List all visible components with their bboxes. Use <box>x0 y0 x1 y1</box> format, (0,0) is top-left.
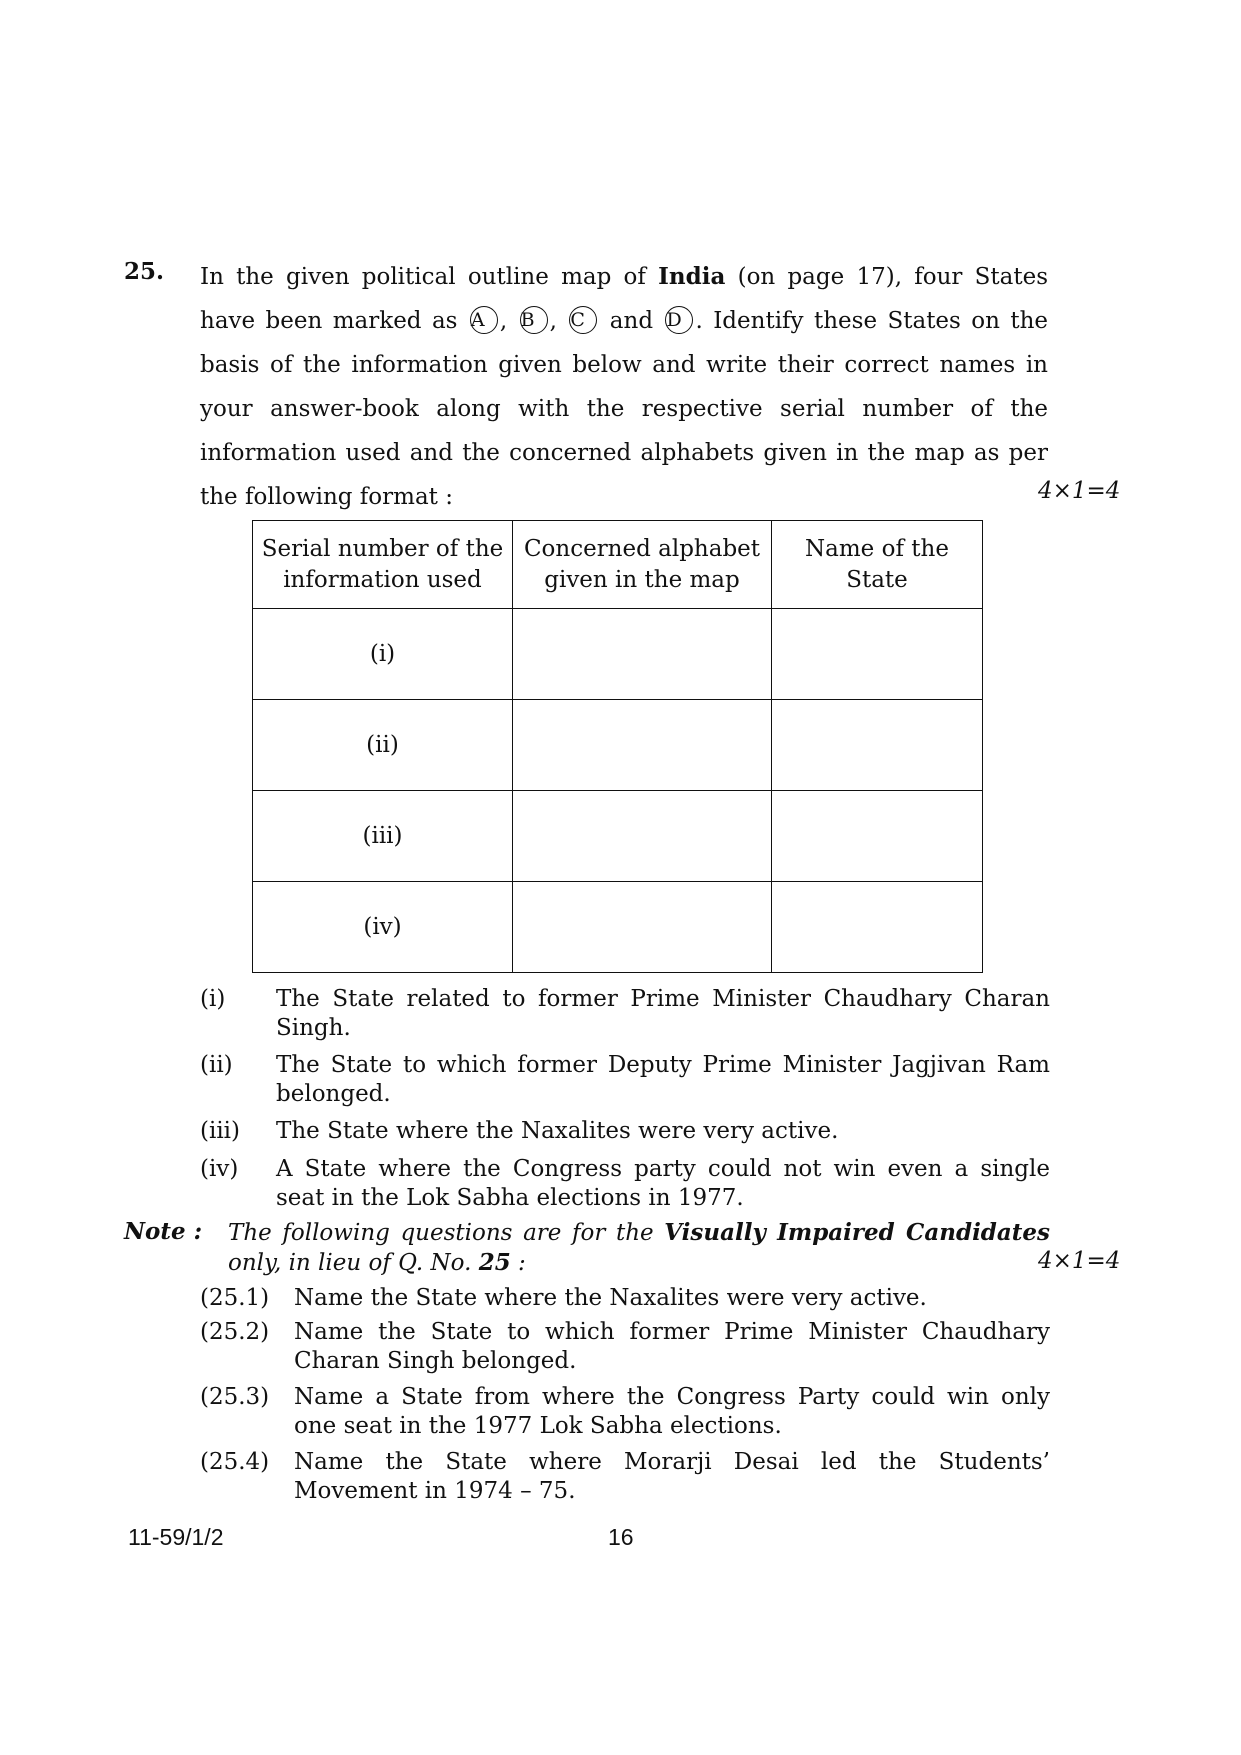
table-cell-empty <box>772 609 983 700</box>
page-number: 16 <box>608 1524 634 1550</box>
list-item-text: The State related to former Prime Minister Chaudhary Charan Singh. <box>276 986 1050 1041</box>
table-cell-serial: (ii) <box>253 700 513 791</box>
note-emphasis: Visually Impaired Candidates <box>664 1219 1050 1246</box>
column-header-state: Name of the State <box>772 521 983 609</box>
question-text-part: and <box>609 308 654 334</box>
list-item-number: (iii) <box>200 1118 241 1144</box>
table-cell-empty <box>513 700 772 791</box>
list-item-text: Name a State from where the Congress Party could win only one seat in the 1977 Lok Sabha elections. <box>294 1384 1050 1439</box>
table-cell-empty <box>513 791 772 882</box>
question-line-3: basis of the information given below and write their correct names in <box>200 352 1048 378</box>
paper-code: 11-59/1/2 <box>128 1524 224 1550</box>
question-text <box>200 255 1048 519</box>
table-row <box>253 791 983 882</box>
question-number: 25. <box>124 258 165 285</box>
table-cell-empty <box>772 882 983 973</box>
answer-format-table <box>252 520 983 973</box>
list-item-text: A State where the Congress party could not win even a single seat in the Lok Sabha elections in 1977. <box>276 1156 1050 1211</box>
note-line-2 <box>228 1248 1050 1278</box>
note-question-ref: 25 <box>478 1249 511 1276</box>
table-row <box>253 609 983 700</box>
marker-c: C <box>569 306 597 334</box>
note-text-part: only, in lieu of Q. No. <box>228 1250 479 1276</box>
column-header-serial: Serial number of the information used <box>253 521 513 609</box>
vi-question-list <box>200 1284 1050 1514</box>
list-item-number: (i) <box>200 986 226 1012</box>
table-cell-serial: (iii) <box>253 791 513 882</box>
note-marks: 4×1=4 <box>1038 1248 1121 1274</box>
table-cell-serial: (i) <box>253 609 513 700</box>
note-label: Note : <box>124 1218 203 1245</box>
note-text-part: : <box>510 1250 526 1276</box>
note-text-part: The following questions are for the <box>228 1220 665 1246</box>
list-item-number: (25.2) <box>200 1319 270 1345</box>
note-text <box>228 1218 1050 1278</box>
question-line-4: your answer-book along with the respective serial number of the <box>200 396 1048 422</box>
list-item-number: (iv) <box>200 1156 239 1182</box>
note-line-1 <box>228 1218 1050 1248</box>
list-item-number: (25.3) <box>200 1384 270 1410</box>
question-text-part: (on page 17), four States <box>725 264 1049 290</box>
marker-a: A <box>470 306 498 334</box>
table-cell-empty <box>772 791 983 882</box>
marker-d: D <box>665 306 693 334</box>
list-item-number: (ii) <box>200 1052 233 1078</box>
question-line-5: information used and the concerned alphabets given in the map as per <box>200 440 1048 466</box>
list-item-number: (25.1) <box>200 1285 270 1311</box>
table-row <box>253 882 983 973</box>
question-line-6: the following format : <box>200 484 453 510</box>
list-item-text: Name the State to which former Prime Minister Chaudhary Charan Singh belonged. <box>294 1319 1050 1374</box>
table-cell-empty <box>772 700 983 791</box>
question-text-part: . Identify these States on the <box>695 308 1049 334</box>
table-row <box>253 700 983 791</box>
table-cell-empty <box>513 609 772 700</box>
list-item-text: Name the State where Morarji Desai led the Students’ Movement in 1974 – 75. <box>294 1449 1050 1504</box>
column-header-alphabet: Concerned alphabet given in the map <box>513 521 772 609</box>
table-cell-empty <box>513 882 772 973</box>
table-cell-serial: (iv) <box>253 882 513 973</box>
list-item-text: The State where the Naxalites were very active. <box>276 1118 839 1144</box>
table-header-row <box>253 521 983 609</box>
list-item-number: (25.4) <box>200 1449 270 1475</box>
country-name: India <box>658 263 726 290</box>
list-item-text: Name the State where the Naxalites were very active. <box>294 1285 927 1311</box>
question-line-2: have been marked as A , B , C and D . Identify these States on the <box>200 308 1049 334</box>
question-text-part: have been marked as <box>200 308 468 334</box>
question-text-part: In the given political outline map of <box>200 264 659 290</box>
marker-b: B <box>520 306 548 334</box>
information-list <box>200 985 1050 1215</box>
list-item-text: The State to which former Deputy Prime Minister Jagjivan Ram belonged. <box>276 1052 1050 1107</box>
question-marks: 4×1=4 <box>1038 478 1121 504</box>
question-line-1 <box>200 255 1048 299</box>
